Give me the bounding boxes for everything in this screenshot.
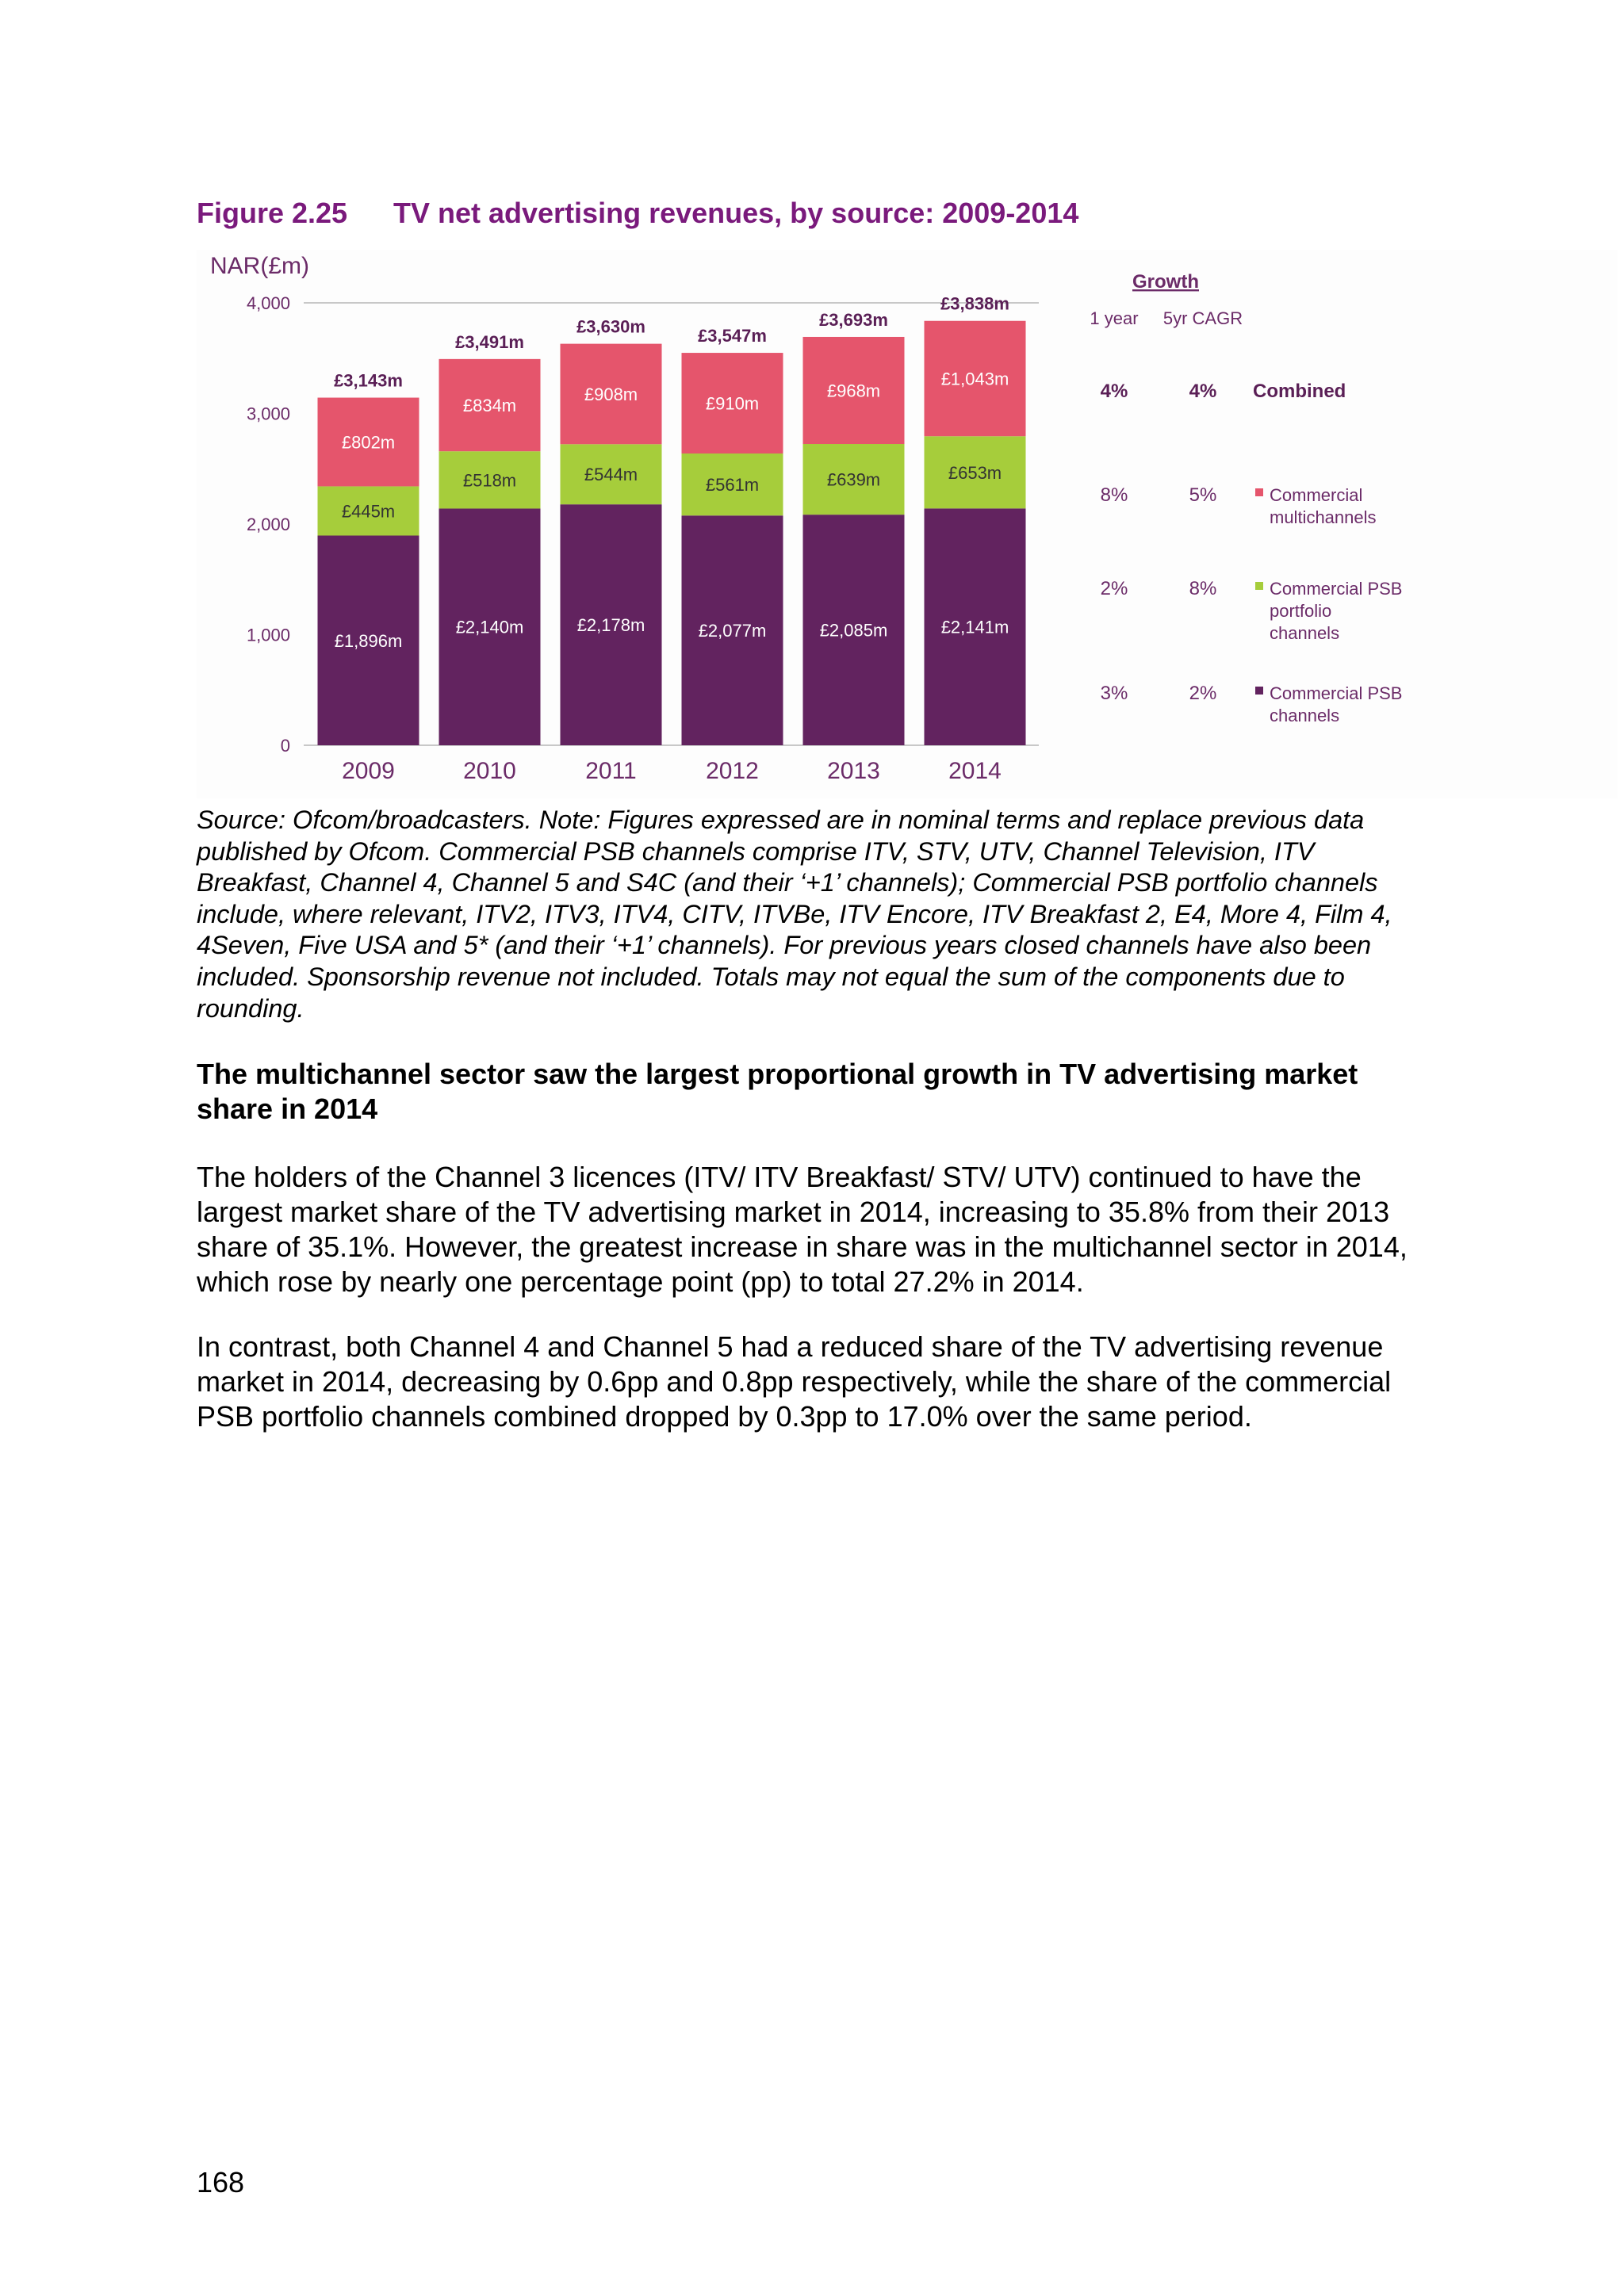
bar-value-label: £908m <box>584 384 638 404</box>
bar-value-label: £802m <box>341 432 396 453</box>
growth-one-year-value: 2% <box>1100 578 1128 599</box>
growth-cagr-value: 5% <box>1189 484 1217 506</box>
body-paragraph-2: In contrast, both Channel 4 and Channel 5 had a reduced share of the TV advertising revenue market in 2014, decreasing by 0.6pp and 0.8pp respectively, while the share of the commercial PSB portfolio channels combined dropped by 0.3pp to 17.0% over the same period. <box>197 1330 1392 1433</box>
legend-marker <box>1255 687 1263 695</box>
growth-one-year-value: 4% <box>1100 381 1128 402</box>
y-axis-label: NAR(£m) <box>210 253 309 279</box>
y-tick-label: 4,000 <box>246 293 290 313</box>
legend-label: Commercial PSB <box>1270 683 1403 703</box>
bar-value-label: £1,043m <box>940 369 1009 389</box>
bar-total-label: £3,547m <box>698 326 767 346</box>
legend-label: Commercial PSB <box>1270 579 1403 599</box>
y-tick-label: 3,000 <box>246 404 290 424</box>
y-tick-label: 0 <box>280 736 290 756</box>
bar-value-label: £653m <box>948 462 1002 483</box>
bar-total-label: £3,491m <box>455 332 524 353</box>
legend-label: Combined <box>1253 381 1346 402</box>
y-tick-label: 1,000 <box>246 625 290 645</box>
bar-value-label: £2,141m <box>940 617 1009 637</box>
bar-value-label: £2,140m <box>455 617 524 637</box>
body-paragraph-1: The holders of the Channel 3 licences (ITV/ ITV Breakfast/ STV/ UTV) continued to have the largest market share of the TV advertising market in 2014, increasing to 35.8% from their 2013 share of 35.1%. However, the greatest increase in share was in the multichannel sector in 2014, which rose by nearly one percentage point (pp) to total 27.2% in 2014. <box>197 1161 1408 1298</box>
page-number: 168 <box>197 2166 245 2198</box>
legend-marker <box>1255 488 1263 496</box>
bar-value-label: £968m <box>826 381 881 401</box>
bar-total-label: £3,693m <box>819 309 888 330</box>
growth-heading: Growth <box>1132 271 1199 293</box>
legend-label: multichannels <box>1270 507 1377 527</box>
figure-title <box>197 197 1078 230</box>
growth-col-header: 5yr CAGR <box>1162 308 1243 328</box>
legend-label: portfolio <box>1270 601 1332 621</box>
x-tick-label: 2009 <box>342 758 395 784</box>
legend-label: channels <box>1270 623 1340 643</box>
bar-value-label: £518m <box>462 470 517 491</box>
x-tick-label: 2011 <box>585 758 637 784</box>
bar-chart <box>197 250 1434 797</box>
source-note: Source: Ofcom/broadcasters. Note: Figures expressed are in nominal terms and replace previous data published by Ofcom. Commercial PSB channels comprise ITV, STV, UTV, Channel Television, ITV Breakfast, Channel 4, Channel 5 and S4C (and their ‘+1’ channels); Commercial PSB portfolio channels include, where relevant, ITV2, ITV3, ITV4, CITV, ITVBe, ITV Encore, ITV Breakfast 2, E4, More 4, Film 4, 4Seven, Five USA and 5* (and their ‘+1’ channels). For previous years closed channels have also been included. Sponsorship revenue not included. Totals may not equal the sum of the components due to rounding. <box>197 806 1392 1023</box>
bar-value-label: £445m <box>341 501 396 522</box>
bar-value-label: £910m <box>705 393 760 414</box>
bar-value-label: £2,077m <box>698 621 767 641</box>
bar-total-label: £3,630m <box>576 316 645 337</box>
bar-value-label: £544m <box>584 465 638 485</box>
bar-value-label: £639m <box>826 469 881 490</box>
bar-value-label: £2,178m <box>576 615 645 636</box>
bar-value-label: £834m <box>462 396 517 416</box>
figure-number: Figure 2.25 <box>197 197 348 229</box>
x-tick-label: 2014 <box>948 758 1002 784</box>
growth-one-year-value: 3% <box>1100 683 1128 704</box>
x-tick-label: 2012 <box>706 758 759 784</box>
growth-cagr-value: 2% <box>1189 683 1217 704</box>
bar-value-label: £1,896m <box>334 630 403 651</box>
growth-one-year-value: 8% <box>1100 484 1128 506</box>
bar-value-label: £2,085m <box>819 620 888 641</box>
x-tick-label: 2010 <box>463 758 516 784</box>
x-tick-label: 2013 <box>827 758 880 784</box>
legend-label: Commercial <box>1270 485 1363 505</box>
growth-col-header: 1 year <box>1090 308 1139 328</box>
legend-marker <box>1255 582 1263 590</box>
growth-cagr-value: 4% <box>1189 381 1217 402</box>
legend-label: channels <box>1270 706 1340 725</box>
y-tick-label: 2,000 <box>246 515 290 534</box>
figure-caption: TV net advertising revenues, by source: 2009-2014 <box>393 197 1079 229</box>
section-subheading: The multichannel sector saw the largest proportional growth in TV advertising market share in 2014 <box>197 1058 1358 1125</box>
bar-total-label: £3,143m <box>334 370 403 391</box>
bar-total-label: £3,838m <box>940 293 1009 314</box>
bar-value-label: £561m <box>705 475 760 496</box>
growth-cagr-value: 8% <box>1189 578 1217 599</box>
